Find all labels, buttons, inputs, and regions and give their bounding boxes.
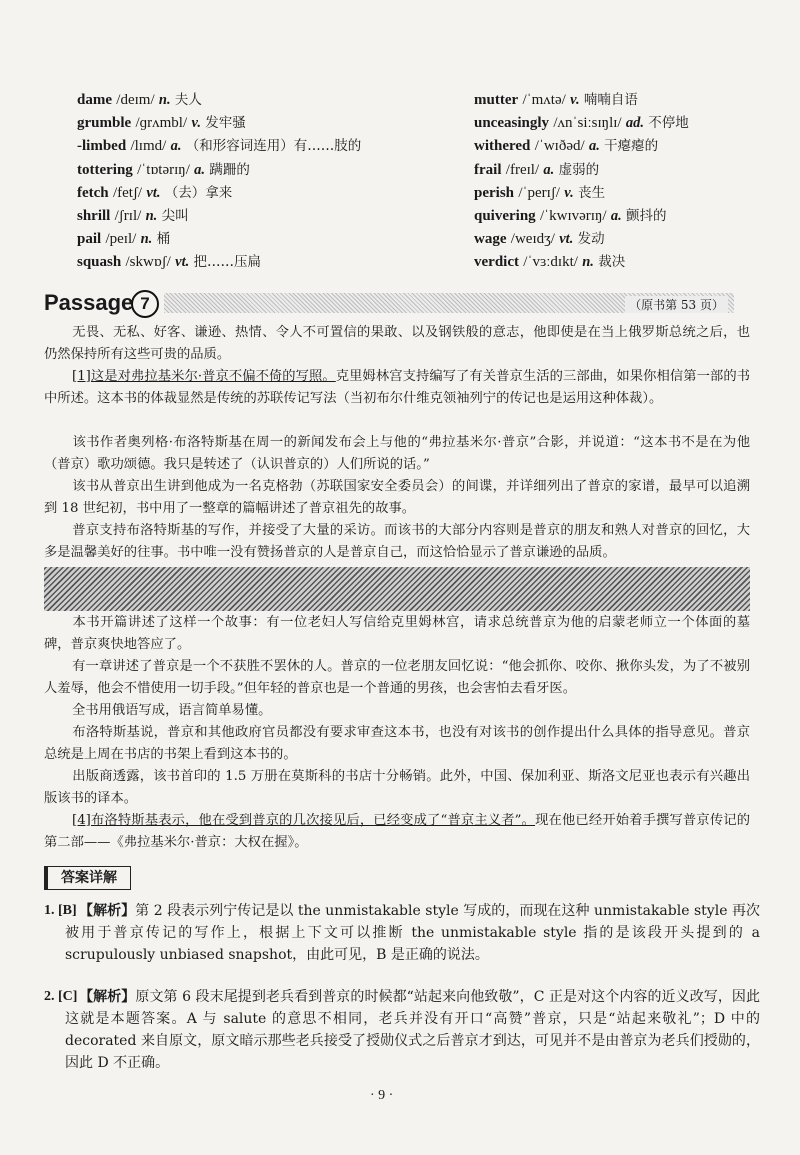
vocab-phonetic: /ʃrɪl/ <box>114 207 142 224</box>
passage-source-ref: （原书第 53 页） <box>625 296 728 313</box>
vocab-phonetic: /ʌnˈsiːsɪŋlɪ/ <box>553 115 622 132</box>
answer-1: 1. [B] 【解析】第 2 段表示列宁传记是以 the unmistakable style 写成的，而现在这种 unmistakable style 再次被用于普京传记的写作上，根据上下文可以推断 the unmistakable style 指的是该段开头提到的 a scrupulously unbiased snapshot，由此可见，B 是正确的说法。 <box>44 900 760 966</box>
vocab-pos: n. <box>158 92 171 108</box>
vocab-pos: ad. <box>625 115 644 132</box>
vocab-phonetic: /ˈvɜːdɪkt/ <box>523 254 578 271</box>
vocab-word: verdict <box>474 254 519 271</box>
vocab-word: grumble <box>77 115 132 132</box>
vocab-pos: n. <box>145 207 158 224</box>
vocab-entry <box>77 250 361 273</box>
answer-1-number: 1. [B] <box>44 903 77 918</box>
vocabulary-left-column <box>77 88 361 274</box>
vocab-entry <box>77 227 361 250</box>
vocab-word: unceasingly <box>474 115 550 132</box>
vocab-entry <box>474 88 689 111</box>
vocab-phonetic: /lɪmd/ <box>130 138 167 155</box>
vocab-meaning: 夫人 <box>174 92 202 108</box>
vocab-phonetic: /peɪl/ <box>105 231 137 248</box>
answer-1-text: 第 2 段表示列宁传记是以 the unmistakable style 写成的，而现在这种 unmistakable style 再次被用于普京传记的写作上，根据上下文可以推断 the unmistakable style 指的是该段开头提到的 a scrupulously unbiased snapshot，由此可见，B 是正确的说法。 <box>65 903 760 963</box>
vocab-word: wage <box>474 231 507 248</box>
vocab-pos: vt. <box>146 184 161 201</box>
vocab-pos: v. <box>191 115 201 132</box>
vocab-phonetic: /weɪdʒ/ <box>510 231 555 248</box>
page-number: · 9 · <box>370 1088 394 1103</box>
vocab-pos: v. <box>564 184 574 201</box>
paragraph-3: 该书作者奥列格·布洛特斯基在周一的新闻发布会上与他的“弗拉基米尔·普京”合影，并说道：“这本书不是在为他（普京）歌功颂德。我只是转述了（认识普京的）人们所说的话。” <box>44 435 750 472</box>
vocab-meaning: （和形容词连用）有……肢的 <box>185 138 362 155</box>
vocab-meaning: 干瘪瘪的 <box>604 138 659 155</box>
vocab-pos: v. <box>570 92 580 108</box>
vocab-word: tottering <box>77 161 133 178</box>
vocab-meaning: 裁决 <box>598 254 626 271</box>
vocab-phonetic: /fetʃ/ <box>112 184 143 201</box>
vocab-pos: a. <box>588 138 600 155</box>
paragraph-7: 有一章讲述了普京是一个不获胜不罢休的人。普京的一位老朋友回忆说：“他会抓你、咬你、揪你头发，为了不被别人羞辱，他会不惜使用一切手段。”但年轻的普京也是一个普通的男孩，也会害怕去看牙医。 <box>44 659 750 696</box>
paragraph-5: 普京支持布洛特斯基的写作，并接受了大量的采访。而该书的大部分内容则是普京的朋友和熟人对普京的回忆，大多是温馨美好的往事。书中唯一没有赞扬普京的人是普京自己，而这恰恰显示了普京谦逊的品质。 <box>44 523 750 560</box>
underlined-sentence-4: [4]布洛特斯基表示，他在受到普京的几次接见后，已经变成了“普京主义者”。 <box>72 813 536 828</box>
vocab-word: -limbed <box>77 138 127 155</box>
vocab-pos: a. <box>170 138 182 155</box>
vocab-pos: a. <box>543 161 555 178</box>
answer-2-text: 原文第 6 段末尾提到老兵看到普京的时候都“站起来向他致敬”，C 正是对这个内容的近义改写，因此这就是本题答案。A 与 salute 的意思不相同，老兵并没有开口“高赞”普京，只是“站起来敬礼”；D 中的 decorated 来自原文，原文暗示那些老兵接受了授勋仪式之后普京才到达，可见并不是由普京为老兵们授勋的，因此 D 不正确。 <box>65 989 760 1071</box>
vocabulary-right-column <box>474 88 689 274</box>
vocab-pos: a. <box>194 161 206 178</box>
passage-header <box>44 288 734 318</box>
vocab-meaning: 发牢骚 <box>205 115 246 132</box>
vocab-meaning: 颤抖的 <box>626 207 667 224</box>
vocab-entry <box>77 158 361 181</box>
vocab-phonetic: /freɪl/ <box>505 161 540 178</box>
vocab-meaning: 把……压扁 <box>193 254 262 271</box>
vocab-meaning: 不停地 <box>648 115 689 132</box>
paragraph-8: 全书用俄语写成，语言简单易懂。 <box>72 703 272 718</box>
vocab-meaning: 蹒跚的 <box>209 161 250 178</box>
vocab-word: dame <box>77 92 112 108</box>
vocab-pos: vt. <box>559 231 574 248</box>
vocab-word: fetch <box>77 184 109 201</box>
answer-2: 2. [C] 【解析】原文第 6 段末尾提到老兵看到普京的时候都“站起来向他致敬”，C 正是对这个内容的近义改写，因此这就是本题答案。A 与 salute 的意思不相同，老兵并没有开口“高赞”普京，只是“站起来敬礼”；D 中的 decorated 来自原文，原文暗示那些老兵接受了授勋仪式之后普京才到达，可见并不是由普京为老兵们授勋的，因此 D 不正确。 <box>44 986 760 1074</box>
vocab-entry <box>77 88 361 111</box>
vocab-meaning: 发动 <box>577 231 605 248</box>
vocab-phonetic: /ˈmʌtə/ <box>522 92 566 108</box>
vocab-entry <box>474 181 689 204</box>
vocab-phonetic: /deɪm/ <box>116 92 155 108</box>
vocab-phonetic: /ˈtɒtərɪŋ/ <box>137 161 190 178</box>
passage-title: Passage <box>44 290 134 315</box>
paragraph-9: 布洛特斯基说，普京和其他政府官员都没有要求审查这本书，也没有对该书的创作提出什么具体的指导意见。普京总统是上周在书店的书架上看到这本书的。 <box>44 725 750 762</box>
vocab-phonetic: /ɡrʌmbl/ <box>135 115 188 132</box>
vocab-meaning: （去）拿来 <box>164 184 233 201</box>
vocab-meaning: 喃喃自语 <box>583 92 638 108</box>
vocab-meaning: 丧生 <box>578 184 606 201</box>
answer-2-number: 2. [C] <box>44 989 78 1004</box>
paragraph-11: [4]布洛特斯基表示，他在受到普京的几次接见后，已经变成了“普京主义者”。现在他已经开始着手撰写普京传记的第二部——《弗拉基米尔·普京：大权在握》。 <box>44 813 751 850</box>
passage-number-circle: 7 <box>131 290 159 318</box>
vocab-phonetic: /ˈwɪðəd/ <box>534 138 585 155</box>
vocab-word: mutter <box>474 92 519 108</box>
obscured-note-band <box>44 567 750 611</box>
vocab-word: pail <box>77 231 102 248</box>
vocab-word: frail <box>474 161 502 178</box>
vocab-meaning: 桶 <box>156 231 171 248</box>
vocab-word: withered <box>474 138 531 155</box>
vocab-pos: n. <box>140 231 153 248</box>
vocab-phonetic: /ˈperɪʃ/ <box>518 184 560 201</box>
vocab-pos: n. <box>582 254 594 271</box>
paragraph-4: 该书从普京出生讲到他成为一名克格勃（苏联国家安全委员会）的间谍，并详细列出了普京的家谱，最早可以追溯到 18 世纪初，书中用了一整章的篇幅讲述了普京祖先的故事。 <box>44 479 750 516</box>
vocab-entry <box>474 158 689 181</box>
vocab-pos: vt. <box>175 254 190 271</box>
vocab-meaning: 尖叫 <box>161 207 189 224</box>
paragraph-2: [1]这是对弗拉基米尔·普京不偏不倚的写照。克里姆林宫支持编写了有关普京生活的三部曲，如果你相信第一部的书中所述。这本书的体裁显然是传统的苏联传记写法（当初布尔什维克领袖列宁的传记也是运用这种体裁）。 <box>44 369 751 406</box>
vocab-word: perish <box>474 184 515 201</box>
underlined-sentence-1: [1]这是对弗拉基米尔·普京不偏不倚的写照。 <box>72 369 336 384</box>
vocab-entry <box>474 250 689 273</box>
paragraph-10: 出版商透露，该书首印的 1.5 万册在莫斯科的书店十分畅销。此外，中国、保加利亚、斯洛文尼亚也表示有兴趣出版该书的译本。 <box>44 769 750 806</box>
vocab-entry <box>474 227 689 250</box>
vocab-phonetic: /ˈkwɪvərɪŋ/ <box>539 207 607 224</box>
vocab-entry <box>474 134 689 157</box>
vocab-word: quivering <box>474 207 536 224</box>
paragraph-6: 本书开篇讲述了这样一个故事：有一位老妇人写信给克里姆林宫，请求总统普京为他的启蒙老师立一个体面的墓碑，普京爽快地答应了。 <box>44 615 750 652</box>
answer-section-heading: 答案详解 <box>44 866 131 890</box>
vocab-entry <box>474 111 689 134</box>
vocab-phonetic: /skwɒʃ/ <box>125 254 171 271</box>
vocab-pos: a. <box>610 207 622 224</box>
vocab-entry <box>77 181 361 204</box>
vocab-word: shrill <box>77 207 111 224</box>
vocab-entry <box>77 204 361 227</box>
paragraph-1: 无畏、无私、好客、谦逊、热情、令人不可置信的果敢、以及钢铁般的意志，他即使是在当上俄罗斯总统之后，也仍然保持所有这些可贵的品质。 <box>44 325 750 362</box>
vocab-entry <box>474 204 689 227</box>
vocab-entry <box>77 111 361 134</box>
vocab-word: squash <box>77 254 122 271</box>
vocab-meaning: 虚弱的 <box>558 161 600 178</box>
vocab-entry <box>77 134 361 157</box>
